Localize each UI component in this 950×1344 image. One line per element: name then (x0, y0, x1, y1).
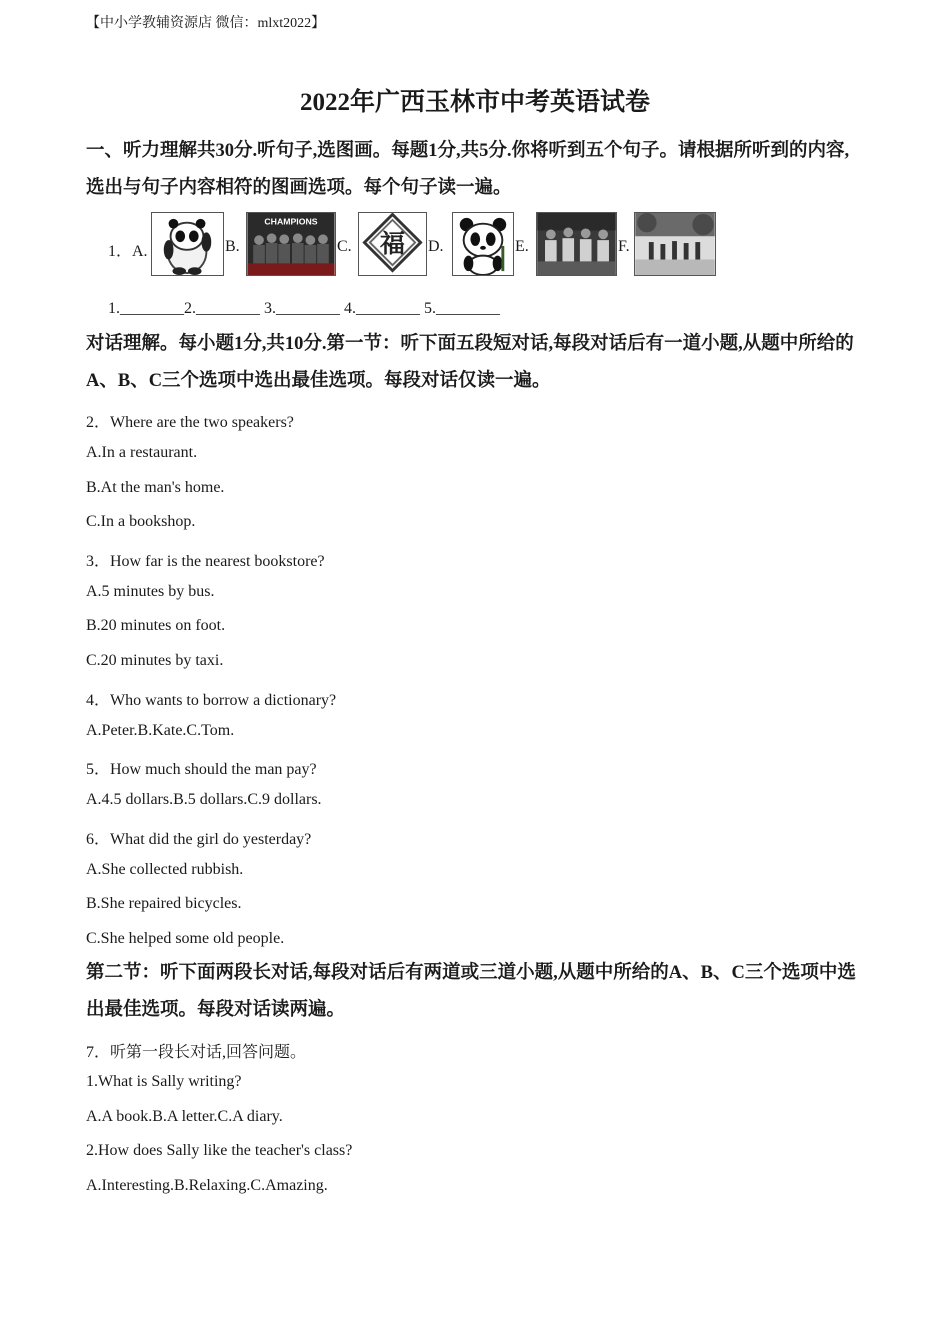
question-6-option-a: A.She collected rubbish. (86, 861, 244, 878)
option-e-label: E. (515, 238, 529, 255)
question-2-option-b: B.At the man's home. (86, 479, 225, 496)
question-7-sub-1-options: A.A book.B.A letter.C.A diary. (86, 1108, 283, 1125)
question-5: 5．How much should the man pay? (86, 761, 317, 778)
panda-icon (453, 213, 513, 275)
question-5-options: A.4.5 dollars.B.5 dollars.C.9 dollars. (86, 791, 322, 808)
question-3-option-b: B.20 minutes on foot. (86, 617, 226, 634)
question-3: 3．How far is the nearest bookstore? (86, 553, 325, 570)
part1-instructions: 一、听力理解共30分.听句子,选图画。每题1分,共5分.你将听到五个句子。请根据所听到的内容,选出与句子内容相符的图画选项。每个句子读一遍。 (86, 141, 850, 198)
question-3-option-a: A.5 minutes by bus. (86, 583, 215, 600)
option-f-label: F. (618, 238, 630, 255)
question-7: 7．听第一段长对话,回答问题。 (86, 1044, 307, 1061)
picture-d-panda (452, 212, 514, 276)
picture-e-students (536, 212, 617, 276)
answer-blanks: 1.________2.________ 3.________ 4.________ 5.________ (108, 300, 500, 317)
question-4: 4．Who wants to borrow a dictionary? (86, 692, 337, 709)
question-6: 6．What did the girl do yesterday? (86, 831, 312, 848)
option-c-label: C. (337, 238, 352, 255)
question-2-option-c: C.In a bookshop. (86, 513, 196, 530)
outdoor-photo-icon (635, 213, 715, 275)
header-note: 【中小学教辅资源店 微信：mlxt2022】 (86, 16, 326, 31)
part2-instructions: 对话理解。每小题1分,共10分.第一节：听下面五段短对话,每段对话后有一道小题,从题中所给的A、B、C三个选项中选出最佳选项。每段对话仅读一遍。 (86, 334, 854, 391)
picture-b-champions (246, 212, 336, 276)
question-7-sub-2-options: A.Interesting.B.Relaxing.C.Amazing. (86, 1177, 328, 1194)
question-2: 2．Where are the two speakers? (86, 414, 294, 431)
picture-a-mascot (151, 212, 224, 276)
picture-f-outdoor-scene (634, 212, 716, 276)
mascot-icon (152, 213, 223, 275)
question-4-options: A.Peter.B.Kate.C.Tom. (86, 722, 235, 739)
question-2-option-a: A.In a restaurant. (86, 444, 198, 461)
question-6-option-b: B.She repaired bicycles. (86, 895, 242, 912)
students-photo-icon (537, 213, 616, 275)
question-7-sub-1: 1.What is Sally writing? (86, 1073, 242, 1090)
question-7-sub-2: 2.How does Sally like the teacher's class? (86, 1142, 353, 1159)
page-title: 2022年广西玉林市中考英语试卷 (299, 89, 650, 116)
picture-c-fu-character (358, 212, 427, 276)
fu-character-icon (359, 213, 426, 275)
question-6-option-c: C.She helped some old people. (86, 930, 285, 947)
part3-instructions: 第二节：听下面两段长对话,每段对话后有两道或三道小题,从题中所给的A、B、C三个选项中选出最佳选项。每段对话读两遍。 (86, 963, 856, 1020)
picture-options-row (108, 212, 728, 278)
fu-char-text: 福 (379, 228, 406, 258)
champions-photo-icon (247, 213, 335, 275)
question-3-option-c: C.20 minutes by taxi. (86, 652, 224, 669)
option-b-label: B. (225, 238, 240, 255)
option-d-label: D. (428, 238, 444, 255)
champions-text: CHAMPIONS (264, 216, 318, 227)
q1-prefix: 1．A. (108, 243, 148, 260)
